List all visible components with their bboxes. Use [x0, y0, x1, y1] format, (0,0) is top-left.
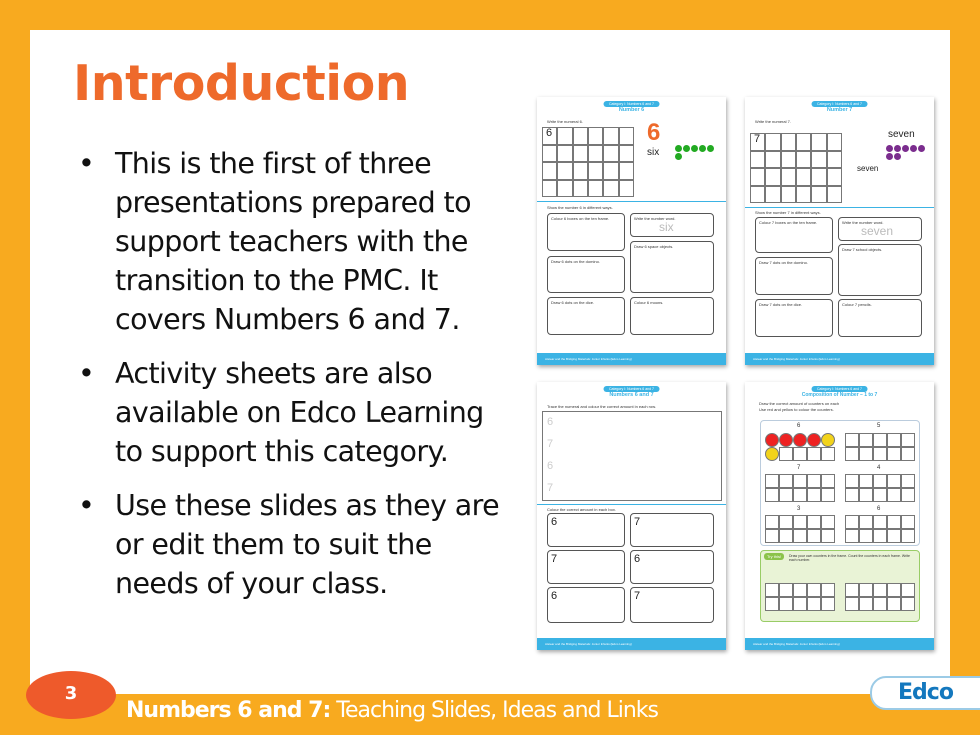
- sheet-instruction: Write the numeral 7.: [755, 119, 791, 124]
- frame-number: 6: [877, 506, 881, 512]
- footer-title-rest: Teaching Slides, Ideas and Links: [330, 698, 658, 723]
- task-box: [547, 587, 625, 623]
- numeral-picture: 6: [647, 119, 661, 146]
- bullet-dot: •: [78, 147, 95, 180]
- task-box: [547, 297, 625, 335]
- task-box: [755, 299, 833, 337]
- sheet-footer: Aistear and the Bridging Materials: Junior Infants (Edco Learning): [537, 353, 726, 365]
- sheet-category: Category I: Numbers 6 and 7: [603, 101, 660, 107]
- task-label: Write the number word.: [842, 220, 884, 225]
- frame-number: 3: [797, 506, 801, 512]
- page-number-badge: 3: [26, 671, 116, 719]
- bullet-item: [78, 486, 518, 603]
- box-number: 6: [551, 590, 558, 602]
- task-box: [630, 587, 714, 623]
- sheet-footer: Aistear and the Bridging Materials: Junior Infants (Edco Learning): [745, 353, 934, 365]
- number-word: seven: [888, 129, 915, 140]
- frame-number: 4: [877, 465, 881, 471]
- worksheet-numbers-6-and-7: [537, 382, 726, 650]
- task-label: Draw 6 dots on the dice.: [551, 300, 595, 305]
- ten-frame: [845, 583, 915, 611]
- task-box: [630, 513, 714, 547]
- task-label: Colour 7 boxes on the ten frame.: [759, 220, 818, 225]
- task-box: [547, 213, 625, 251]
- footer-title-bold: Numbers 6 and 7:: [126, 698, 331, 723]
- row-numeral: 6: [547, 460, 554, 472]
- sheet-instruction: Trace the numeral and colour the correct amount in each row.: [547, 404, 657, 409]
- task-label: Draw 7 school objects.: [842, 247, 883, 252]
- footer-title: [126, 698, 658, 723]
- sheet-instruction: Show the number 7 in different ways.: [755, 210, 821, 215]
- bullet-item: [78, 144, 518, 339]
- row-numeral: 7: [547, 438, 554, 450]
- number-word: six: [647, 147, 660, 158]
- ten-frame: [765, 474, 835, 502]
- edco-logo: Edco: [870, 676, 980, 710]
- bullet-item: [78, 354, 518, 471]
- bullet-text: Activity sheets are also available on Edco Learning to support this category.: [115, 357, 484, 468]
- sheet-heading: Number 6: [618, 107, 645, 113]
- trace-grid: [542, 127, 634, 197]
- task-box: [755, 217, 833, 253]
- ten-frame: [765, 433, 835, 461]
- bullet-dot: •: [78, 357, 95, 390]
- trace-word: six: [659, 220, 674, 234]
- frames-panel: [760, 420, 920, 546]
- task-label: Draw 7 dots on the domino.: [759, 260, 808, 265]
- counters: [885, 145, 925, 161]
- task-box: [838, 299, 922, 337]
- ten-frame: [845, 515, 915, 543]
- try-this-panel: [760, 550, 920, 622]
- sheet-category: Category I: Numbers 6 and 7: [811, 386, 868, 392]
- bullet-dot: •: [78, 489, 95, 522]
- sheet-instruction: Colour the correct amount in each box.: [547, 507, 616, 512]
- box-number: 7: [634, 516, 641, 528]
- task-box: [630, 213, 714, 237]
- sheet-heading: Number 7: [826, 107, 853, 113]
- sheet-instruction: Draw the correct amount of counters on each: [759, 401, 840, 406]
- number-word-trace: seven: [857, 164, 879, 173]
- frame-number: 5: [877, 423, 881, 429]
- try-this-badge: Try this!: [764, 553, 784, 560]
- task-box: [755, 257, 833, 295]
- trace-word: seven: [861, 224, 894, 238]
- sheet-footer: Aistear and the Bridging Materials: Junior Infants (Edco Learning): [745, 638, 934, 650]
- task-box: [630, 297, 714, 335]
- task-box: [547, 513, 625, 547]
- bullet-text: This is the first of three presentations prepared to support teachers with the transition to the PMC. It covers Numbers 6 and 7.: [115, 147, 471, 336]
- sheet-footer: Aistear and the Bridging Materials: Junior Infants (Edco Learning): [537, 638, 726, 650]
- ten-frame: [845, 474, 915, 502]
- bullet-text: Use these slides as they are or edit them to suit the needs of your class.: [115, 489, 500, 600]
- box-number: 6: [634, 553, 641, 565]
- task-box: [838, 244, 922, 296]
- sheet-instruction: Write the numeral 6.: [547, 119, 583, 124]
- task-label: Draw 6 dots on the domino.: [551, 259, 600, 264]
- ten-frame: [765, 515, 835, 543]
- trace-rows: [542, 411, 722, 501]
- sheet-category: Category I: Numbers 6 and 7: [603, 386, 660, 392]
- task-label: Colour 6 moons.: [634, 300, 664, 305]
- frame-number: 6: [797, 423, 801, 429]
- task-box: [547, 550, 625, 584]
- task-box: [630, 550, 714, 584]
- task-label: Colour 6 boxes on the ten frame.: [551, 216, 610, 221]
- ten-frame: [845, 433, 915, 461]
- bullet-list: [78, 144, 518, 618]
- box-number: 7: [551, 553, 558, 565]
- box-number: 6: [551, 516, 558, 528]
- task-box: [630, 241, 714, 293]
- task-box: [547, 256, 625, 293]
- worksheet-number-7: [745, 97, 934, 365]
- task-label: Colour 7 pencils.: [842, 302, 872, 307]
- trace-grid: [750, 133, 842, 203]
- row-numeral: 6: [547, 416, 554, 428]
- task-label: Draw 6 space objects.: [634, 244, 674, 249]
- frame-number: 7: [797, 465, 801, 471]
- sheet-category: Category I: Numbers 6 and 7: [811, 101, 868, 107]
- box-number: 7: [634, 590, 641, 602]
- sheet-instruction: Use red and yellow to colour the counters.: [759, 407, 834, 412]
- sheet-heading: Composition of Number – 1 to 7: [801, 392, 878, 398]
- worksheet-number-6: [537, 97, 726, 365]
- task-label: Write the number word.: [634, 216, 676, 221]
- ten-frame: [765, 583, 835, 611]
- sheet-instruction: Show the number 6 in different ways.: [547, 205, 613, 210]
- numeral: 6: [546, 127, 553, 139]
- slide-title: Introduction: [73, 55, 410, 112]
- task-label: Draw 7 dots on the dice.: [759, 302, 803, 307]
- task-box: [838, 217, 922, 241]
- row-numeral: 7: [547, 482, 554, 494]
- sheet-heading: Numbers 6 and 7: [609, 392, 654, 398]
- worksheet-composition: [745, 382, 934, 650]
- numeral: 7: [754, 133, 761, 145]
- try-this-text: Draw your own counters in the frame. Count the counters in each frame. Write each number.: [789, 554, 910, 562]
- counters: [674, 145, 714, 161]
